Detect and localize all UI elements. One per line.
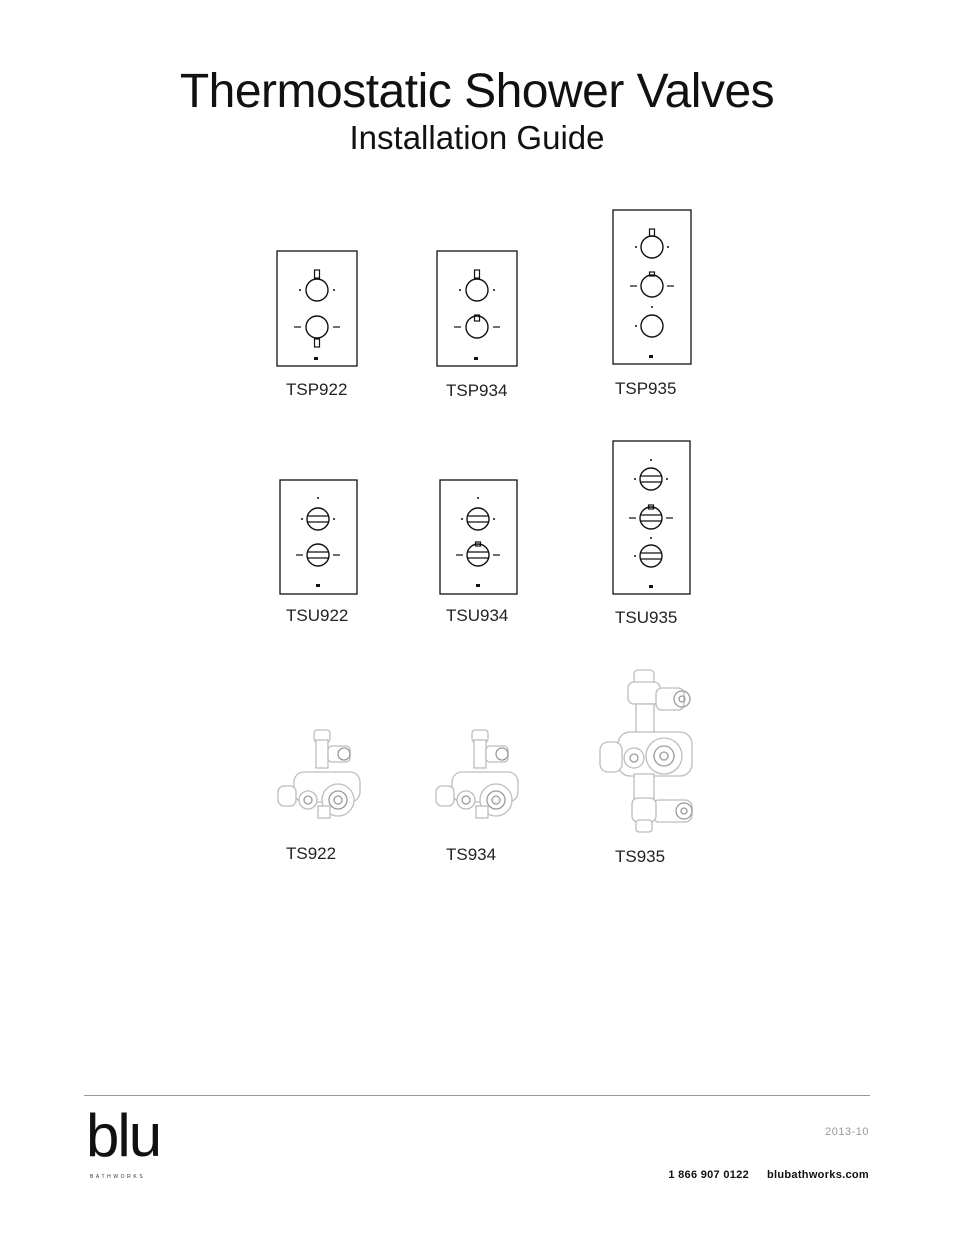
- tsp934-drawing: [436, 250, 518, 368]
- model-label-ts935: TS935: [615, 847, 666, 866]
- tsp935-drawing: [612, 209, 694, 366]
- model-label-ts934: TS934: [446, 845, 497, 864]
- contact-info: [668, 1169, 869, 1181]
- document-date: 2013-10: [825, 1126, 869, 1138]
- tsu935-drawing: [612, 440, 692, 596]
- brand-logo: blu: [86, 1102, 161, 1169]
- footer-divider: [84, 1095, 870, 1096]
- page-title: Thermostatic Shower Valves: [179, 65, 775, 118]
- ts922-valve-drawing: [276, 728, 366, 820]
- page-subtitle: Installation Guide: [349, 119, 605, 156]
- tsp922-drawing: [276, 250, 358, 368]
- website-link[interactable]: blubathworks.com: [767, 1169, 869, 1181]
- ts934-valve-drawing: [434, 728, 524, 820]
- model-label-tsp922: TSP922: [286, 380, 348, 399]
- model-label-ts922: TS922: [286, 844, 337, 863]
- phone-number: 1 866 907 0122: [668, 1169, 750, 1181]
- tsu922-drawing: [279, 479, 359, 596]
- model-label-tsu935: TSU935: [615, 608, 678, 627]
- tsu934-drawing: [439, 479, 519, 596]
- model-label-tsu922: TSU922: [286, 606, 349, 625]
- model-label-tsp935: TSP935: [615, 379, 677, 398]
- brand-logo-subtitle: BATHWORKS: [90, 1174, 146, 1180]
- model-label-tsp934: TSP934: [446, 381, 508, 400]
- model-label-tsu934: TSU934: [446, 606, 509, 625]
- ts935-valve-drawing: [598, 668, 702, 834]
